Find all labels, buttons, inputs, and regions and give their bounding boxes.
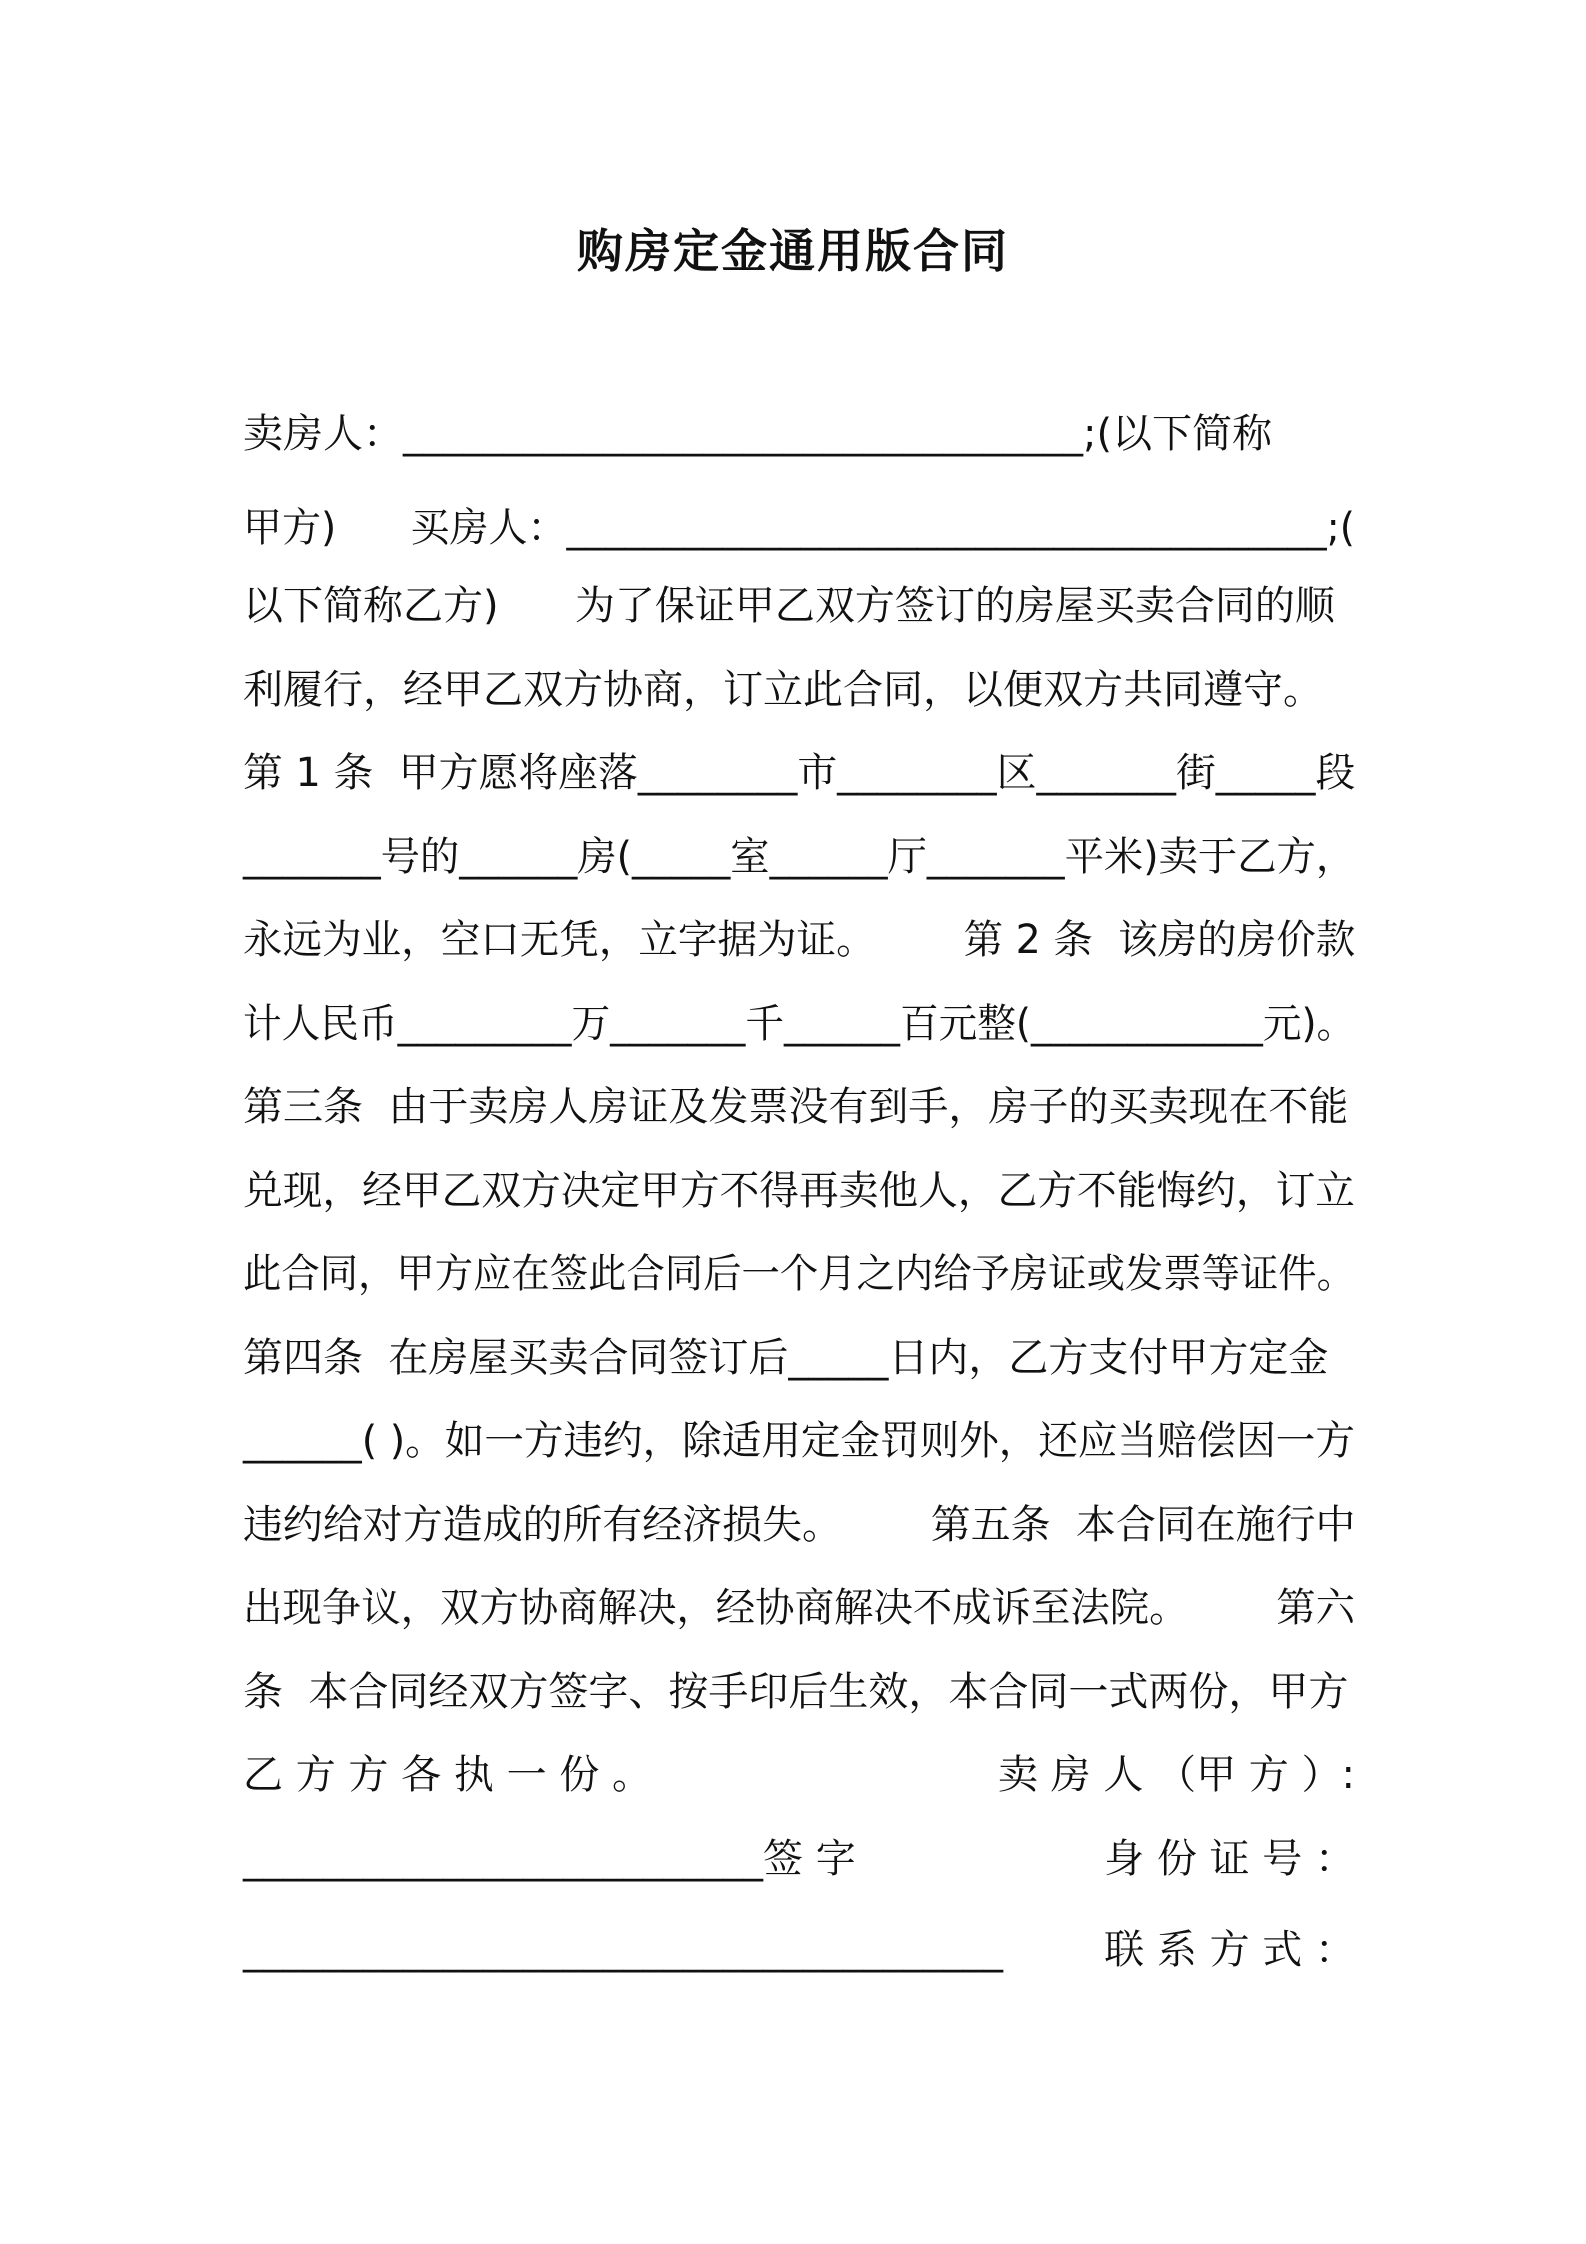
text-line-1: 卖房人：__________________________________;(以下简称 bbox=[243, 411, 1273, 457]
text-line-10: 兑现，经甲乙双方决定甲方不得再卖他人，乙方不能悔约，订立 bbox=[243, 1168, 1355, 1214]
page-title: 购房定金通用版合同 bbox=[577, 224, 1009, 278]
text-line-2: 甲方) 买房人：_______________________________________;( bbox=[243, 505, 1355, 551]
signature-row-2 bbox=[243, 1831, 1355, 1887]
text-line-6: _______号的______房(_____室______厅_______平米)卖于乙方， bbox=[243, 834, 1356, 880]
contact-label: 联 系 方 式 ： bbox=[1104, 1927, 1355, 1973]
text-line-8: 计人民币_________万_______千______百元整(____________元)。 bbox=[243, 1001, 1356, 1047]
text-line-7: 永远为业，空口无凭，立字据为证。 第 2 条 该房的房价款 bbox=[243, 917, 1356, 963]
text-line-16: 条 本合同经双方签字、按手印后生效，本合同一式两份，甲方 bbox=[243, 1669, 1349, 1715]
text-line-4: 利履行，经甲乙双方协商，订立此合同，以便双方共同遵守。 bbox=[243, 667, 1323, 713]
text-line-9: 第三条 由于卖房人房证及发票没有到手，房子的买卖现在不能 bbox=[243, 1084, 1349, 1130]
text-line-5: 第 1 条 甲方愿将座落________市________区_______街_____段 bbox=[243, 750, 1356, 796]
text-line-3: 以下简称乙方) 为了保证甲乙双方签订的房屋买卖合同的顺 bbox=[243, 583, 1335, 629]
text-line-13: ______( )。如一方违约，除适用定金罚则外，还应当赔偿因一方 bbox=[243, 1418, 1355, 1464]
text-line-11: 此合同，甲方应在签此合同后一个月之内给予房证或发票等证件。 bbox=[243, 1251, 1355, 1297]
text-line-12: 第四条 在房屋买卖合同签订后_____日内，乙方支付甲方定金 bbox=[243, 1335, 1329, 1381]
signature-line: __________________________签 字 bbox=[243, 1836, 856, 1882]
id-number-label: 身 份 证 号 ： bbox=[1104, 1836, 1355, 1882]
signature-row-1 bbox=[243, 1747, 1355, 1803]
seller-label: 卖 房 人 （甲 方 ）: bbox=[997, 1752, 1355, 1798]
copies-note: 乙 方 方 各 执 一 份 。 bbox=[243, 1752, 653, 1798]
signature-row-3 bbox=[243, 1922, 1355, 1978]
text-line-15: 出现争议，双方协商解决，经协商解决不成诉至法院。 第六 bbox=[243, 1585, 1356, 1631]
text-line-14: 违约给对方造成的所有经济损失。 第五条 本合同在施行中 bbox=[243, 1502, 1356, 1548]
contact-line: ______________________________________ bbox=[243, 1927, 1003, 1973]
